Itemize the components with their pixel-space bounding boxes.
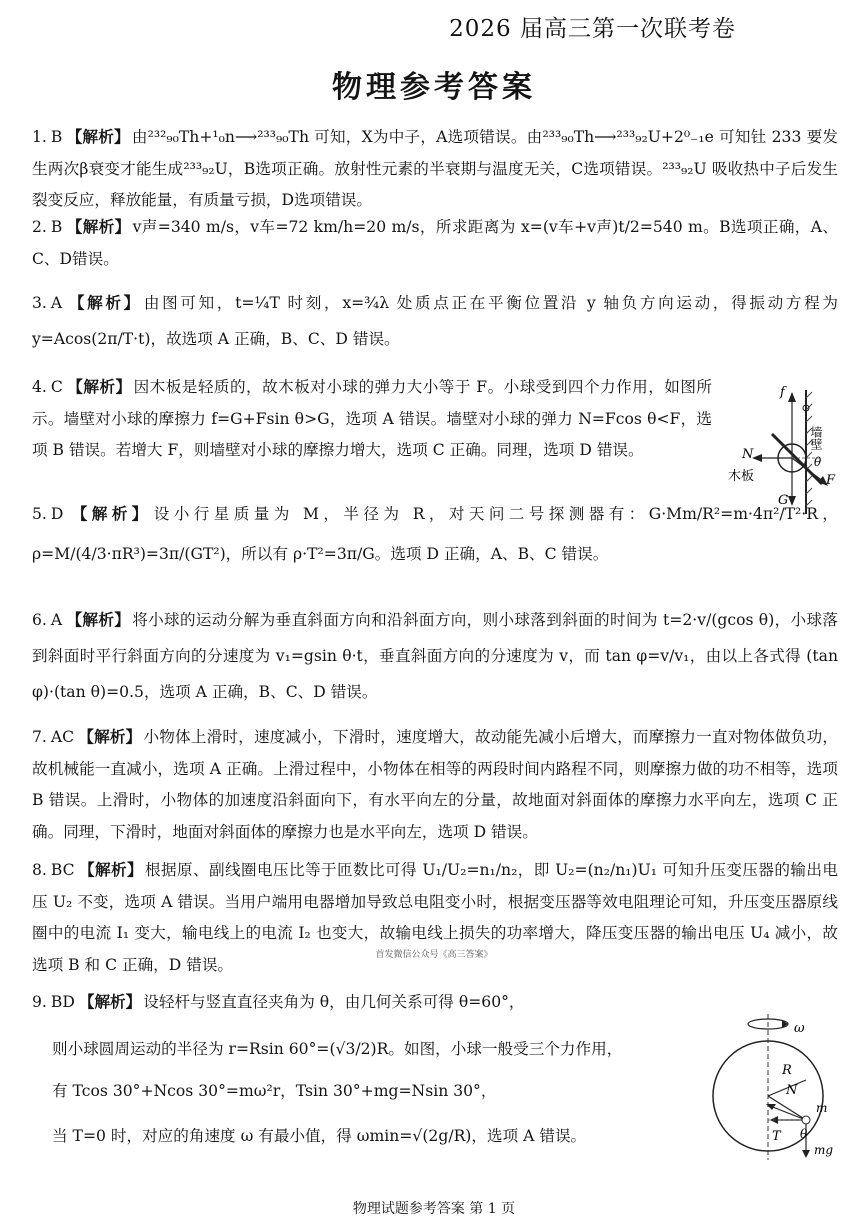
analysis-tag: 【解析】 [67, 505, 152, 523]
label-G: G [778, 493, 789, 508]
label-R: R [782, 1063, 792, 1078]
label-board: 木板 [728, 469, 755, 484]
analysis-tag: 【解析】 [66, 294, 142, 312]
analysis-tag: 【解析】 [66, 378, 132, 396]
answer-item-9-line-1 [32, 990, 712, 1012]
label-N: N [742, 447, 754, 462]
label-theta: θ [814, 455, 822, 469]
analysis-tag: 【解析】 [66, 611, 131, 629]
label-f: f [780, 385, 785, 400]
analysis-text: 因木板是轻质的，故木板对小球的弹力大小等于 F。小球受到四个力作用，如图所示。墙壁对小球的摩擦力 f=G+Fsin θ>G，选项 A 错误。墙壁对小球的弹力 N=Fcos θ<F，选项 B 错误。若增大 F，则墙壁对小球的摩擦力增大，选项 C 正确。同理，选项 D 错误。 [32, 378, 712, 459]
analysis-text: 设轻杆与竖直直径夹角为 θ，由几何关系可得 θ=60°， [143, 993, 525, 1011]
answer-item [32, 212, 838, 275]
answer-choice: BC [50, 861, 75, 879]
analysis-text: 根据原、副线圈电压比等于匝数比可得 U₁/U₂=n₁/n₂，即 U₂=(n₂/n₁)U₁ 可知升压变压器的输出电压 U₂ 不变，选项 A 错误。当用户端用电器增加导致总电阻变小时，根据变压器等效电阻理论可知，升压变压器原线圈中的电流 I₁ 变大，输电线上的电流 I₂ 也变大，故输电线上损失的功率增大，降压变压器的输出电压 U₄ 减小，故选项 B 和 C 正确，D 错误。 [32, 861, 838, 974]
answer-choice: D [50, 505, 64, 523]
label-mg: mg [814, 1143, 834, 1157]
answer-item [32, 722, 838, 848]
answer-choice: A [50, 294, 63, 312]
analysis-text: 设小行星质量为 M，半径为 R，对天问二号探测器有：G·Mm/R²=m·4π²/T²·R，ρ=M/(4/3·πR³)=3π/(GT²)，所以有 ρ·T²=3π/G。选项 D 正确，A、B、C 错误。 [32, 505, 838, 563]
analysis-text: 将小球的运动分解为垂直斜面方向和沿斜面方向，则小球落到斜面的时间为 t=2·v/(gcos θ)，小球落到斜面时平行斜面方向的分速度为 v₁=gsin θ·t，垂直斜面方向的分速度为 v，而 tan φ=v/v₁，由以上各式得 (tan φ)·(tan θ)=0.5，选项 A 正确，B、C、D 错误。 [32, 611, 838, 701]
label-T: T [772, 1129, 781, 1144]
analysis-text: 由图可知，t=¼T 时刻，x=¾λ 处质点正在平衡位置沿 y 轴负方向运动，得振动方程为 y=Acos(2π/T·t)，故选项 A 正确，B、C、D 错误。 [32, 294, 838, 348]
label-theta: θ [800, 1127, 808, 1141]
question-number: 9. [32, 993, 47, 1011]
question-number: 4. [32, 378, 47, 396]
analysis-tag: 【解析】 [78, 728, 142, 746]
label-F: F [826, 473, 836, 488]
answer-choice: B [50, 218, 63, 236]
analysis-tag: 【解析】 [66, 218, 131, 236]
analysis-text: v声=340 m/s，v车=72 km/h=20 m/s，所求距离为 x=(v车+v声)t/2=540 m。B选项正确，A、C、D错误。 [32, 218, 838, 268]
answer-choice: B [50, 128, 63, 146]
answer-choice: BD [50, 993, 75, 1011]
answer-choice: A [50, 611, 63, 629]
label-wall: 墙壁 [809, 426, 823, 450]
answer-choice: AC [50, 728, 75, 746]
question-number: 8. [32, 861, 47, 879]
analysis-tag: 【解析】 [66, 128, 130, 146]
answer-item-9-line-2: 则小球圆周运动的半径为 r=Rsin 60°=(√3/2)R。如图，小球一般受三个力作用， [52, 1040, 623, 1058]
answer-item [32, 122, 838, 217]
question-number: 1. [32, 128, 47, 146]
analysis-text: 由²³²₉₀Th+¹₀n⟶²³³₉₀Th 可知，X为中子，A选项错误。由²³³₉₀Th⟶²³³₉₂U+2⁰₋₁e 可知钍 233 要发生两次β衰变才能生成²³³₉₂U，B选项正确。放射性元素的半衰期与温度无关，C选项错误。²³³₉₂U 吸收热中子后发生裂变反应，释放能量，有质量亏损，D选项错误。 [32, 128, 838, 209]
answer-item [32, 602, 838, 710]
figure-rotating-hoop [706, 1010, 856, 1165]
label-m: m [816, 1101, 828, 1115]
answer-item [32, 855, 838, 981]
label-omega: ω [794, 1021, 805, 1036]
analysis-tag: 【解析】 [78, 861, 143, 879]
question-number: 5. [32, 505, 47, 523]
question-number: 7. [32, 728, 47, 746]
question-number: 3. [32, 294, 47, 312]
label-N: N [786, 1083, 798, 1098]
answer-item [32, 372, 712, 467]
page-footer: 物理试题参考答案 第 1 页 [352, 1201, 516, 1217]
answer-item-9-line-3: 有 Tcos 30°+Ncos 30°=mω²r，Tsin 30°+mg=Nsin 30°， [52, 1082, 497, 1100]
exam-title: 2026 届高三第一次联考卷 [449, 16, 736, 42]
answer-item [32, 285, 838, 357]
watermark-text: 首发微信公众号《高三答案》 [375, 950, 493, 960]
answer-item [32, 494, 838, 574]
question-number: 2. [32, 218, 47, 236]
document-title: 物理参考答案 [332, 70, 536, 105]
answer-item-9-line-4: 当 T=0 时，对应的角速度 ω 有最小值，得 ωmin=√(2g/R)，选项 A 错误。 [52, 1127, 587, 1145]
question-number: 6. [32, 611, 47, 629]
answer-choice: C [50, 378, 63, 396]
analysis-text: 小物体上滑时，速度减小，下滑时，速度增大，故动能先减小后增大，而摩擦力一直对物体做负功，故机械能一直减小，选项 A 正确。上滑过程中，小物体在相等的两段时间内路程不同，则摩擦力做的功不相等，选项 B 错误。上滑时，小物体的加速度沿斜面向下，有水平向左的分量，故地面对斜面体的摩擦力水平向左，选项 C 正确。同理，下滑时，地面对斜面体的摩擦力也是水平向左，选项 D 错误。 [32, 728, 838, 841]
analysis-tag: 【解析】 [78, 993, 142, 1011]
